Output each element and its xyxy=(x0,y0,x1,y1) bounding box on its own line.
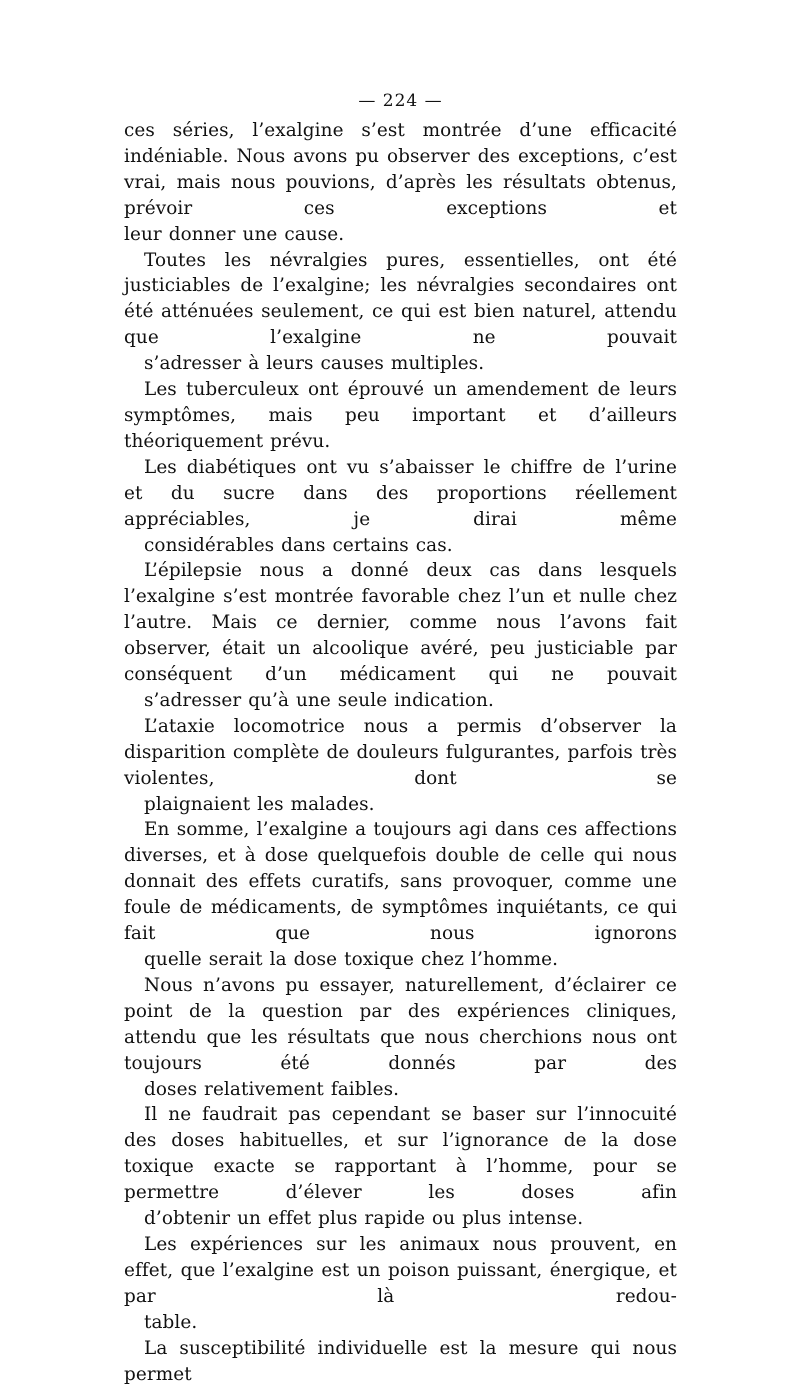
paragraph-last-line: doses relativement faibles. xyxy=(144,1078,400,1100)
paragraph-text: L’épilepsie nous a donné deux cas dans lesquels l’exalgine s’est montrée favorable chez l’un et nulle chez l’autre. Mais ce dernier, comme nous l’avons fait observer, était un alcoolique avéré, peu justiciable par conséquent d’un médicament qui ne pouvait xyxy=(124,560,677,686)
paragraph xyxy=(124,455,677,559)
paragraph xyxy=(124,1336,677,1387)
paragraph xyxy=(124,118,677,248)
page-number: — 224 — xyxy=(358,91,443,111)
paragraph-last-line: plaignaient les malades. xyxy=(144,793,375,815)
paragraph xyxy=(124,377,677,455)
paragraph-text: Nous n’avons pu essayer, naturellement, d’éclairer ce point de la question par des expériences cliniques, attendu que les résultats que nous cherchions nous ont toujours été donnés par des xyxy=(124,974,677,1074)
paragraph-last-line: s’adresser qu’à une seule indication. xyxy=(144,689,494,711)
paragraph-last-line: table. xyxy=(144,1311,198,1333)
paragraph xyxy=(124,558,677,713)
paragraph xyxy=(124,973,677,1103)
paragraph-last-line: leur donner une cause. xyxy=(124,223,345,245)
paragraph xyxy=(124,248,677,378)
body-text xyxy=(124,118,677,1387)
paragraph-text: Les tuberculeux ont éprouvé un amendement de leurs symptômes, mais peu important et d’ailleurs théoriquement prévu. xyxy=(124,379,677,452)
paragraph-text: L’ataxie locomotrice nous a permis d’observer la disparition complète de douleurs fulgurantes, parfois très violentes, dont se xyxy=(124,715,677,789)
paragraph-last-line: considérables dans certains cas. xyxy=(144,534,453,556)
paragraph-text: ces séries, l’exalgine s’est montrée d’une efficacité indéniable. Nous avons pu observer des exceptions, c’est vrai, mais nous pouvions, d’après les résultats obtenus, prévoir ces exceptions et xyxy=(124,120,677,219)
paragraph-text: Il ne faudrait pas cependant se baser sur l’innocuité des doses habituelles, et sur l’ignorance de la dose toxique exacte se rapportant à l’homme, pour se permettre d’élever les doses afin xyxy=(124,1104,677,1204)
paragraph-last-line: s’adresser à leurs causes multiples. xyxy=(144,353,485,375)
paragraph-last-line: quelle serait la dose toxique chez l’homme. xyxy=(144,949,559,970)
paragraph-text: En somme, l’exalgine a toujours agi dans ces affections diverses, et à dose quelquefois double de celle qui nous donnait des effets curatifs, sans provoquer, comme une foule de médicaments, de symptômes inquiétants, ce qui fait que nous ignorons xyxy=(124,819,677,945)
paragraph xyxy=(124,1102,677,1232)
paragraph-text: Les diabétiques ont vu s’abaisser le chiffre de l’urine et du sucre dans des proportions réellement appréciables, je dirai même xyxy=(124,456,677,530)
paragraph-text: Toutes les névralgies pures, essentielles, ont été justiciables de l’exalgine; les névralgies secondaires ont été atténuées seulement, ce qui est bien naturel, attendu que l’exalgine ne pouvait xyxy=(124,249,677,349)
paragraph xyxy=(124,817,677,972)
paragraph xyxy=(124,714,677,818)
paragraph xyxy=(124,1232,677,1336)
book-page xyxy=(124,88,677,1387)
paragraph-text: La susceptibilité individuelle est la mesure qui nous permet xyxy=(124,1337,677,1385)
paragraph-text: Les expériences sur les animaux nous prouvent, en effet, que l’exalgine est un poison puissant, énergique, et par là redou- xyxy=(124,1233,677,1307)
paragraph-last-line: d’obtenir un effet plus rapide ou plus intense. xyxy=(144,1208,584,1230)
